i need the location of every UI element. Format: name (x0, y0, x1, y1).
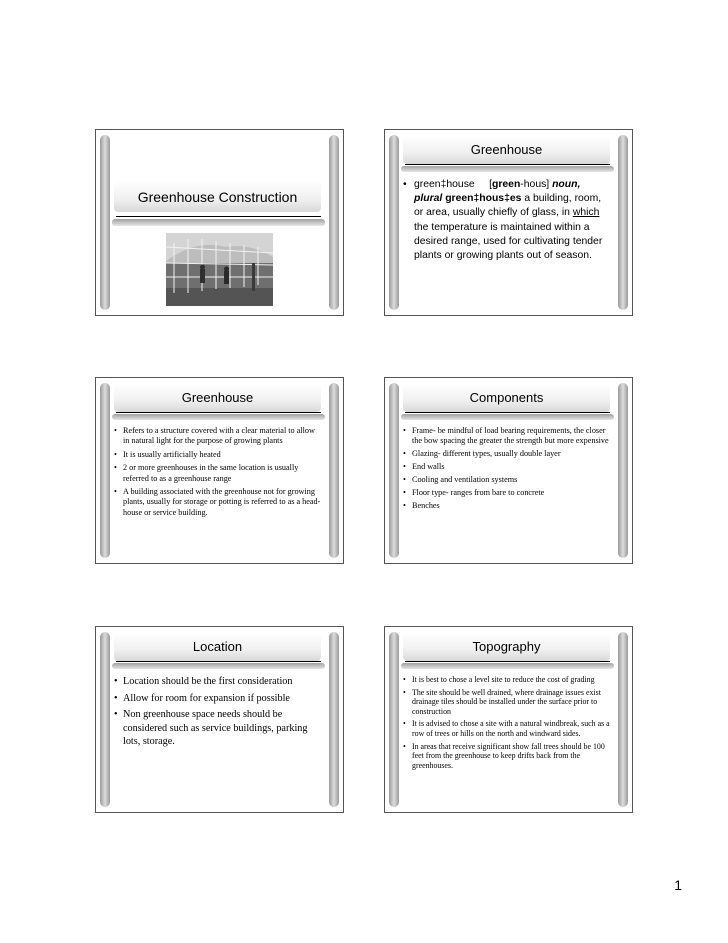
right-decor-bar (329, 632, 339, 807)
slide-title: Greenhouse (403, 136, 610, 164)
definition-end: the temperature is maintained within a desired range, used for cultivating tender plants or growing plants out of season. (414, 221, 603, 262)
bullet-item: • It is advised to chose a site with a natural windbreak, such as a row of trees or hills on the north and windward sides. (403, 719, 610, 738)
bullet-list (114, 426, 321, 521)
title-underline (405, 412, 610, 413)
bullet-item: • Glazing- different types, usually double layer (403, 449, 610, 459)
title-shadow-bar (401, 166, 614, 172)
bullet-list (403, 426, 610, 514)
slide-greenhouse-construction (95, 129, 344, 316)
bullet-item: • Non greenhouse space needs should be considered such as service buildings, parking lots, storage. (114, 708, 321, 749)
which-link[interactable]: which (572, 207, 600, 219)
left-decor-bar (100, 135, 110, 310)
slide-title: Topography (403, 633, 610, 661)
bullet-item: • Refers to a structure covered with a clear material to allow in natural light for the purpose of growing plants (114, 426, 321, 447)
plural-form: green‡hous‡es (445, 193, 522, 205)
bullet-item: • Benches (403, 501, 610, 511)
slide-title: Greenhouse Construction (114, 180, 321, 212)
slide-title: Greenhouse (114, 384, 321, 412)
definition-text (403, 178, 610, 263)
plural-label: plural (414, 193, 443, 205)
bullet-item: • A building associated with the greenhouse not for growing plants, usually for storage or potting is referred to as a head-house or service building. (114, 487, 321, 518)
slide-title: Components (403, 384, 610, 412)
headword: green‡house (414, 179, 475, 190)
bullet-item: • It is best to chose a level site to reduce the cost of grading (403, 675, 610, 685)
title-shadow-bar (401, 414, 614, 420)
right-decor-bar (618, 135, 628, 310)
greenhouse-photo (166, 233, 273, 306)
title-shadow-bar (112, 219, 325, 226)
bullet-item: • The site should be well drained, where drainage issues exist drainage tiles should be installed under the surface prior to construction (403, 688, 610, 717)
slide-greenhouse-overview (95, 377, 344, 564)
slide-components (384, 377, 633, 564)
bullet-list (114, 675, 321, 752)
left-decor-bar (100, 632, 110, 807)
part-of-speech: noun, (552, 179, 581, 190)
slide-title: Location (114, 633, 321, 661)
page-number: 1 (674, 877, 682, 893)
title-shadow-bar (112, 663, 325, 669)
left-decor-bar (389, 383, 399, 558)
left-decor-bar (389, 632, 399, 807)
title-shadow-bar (401, 663, 614, 669)
slide-topography (384, 626, 633, 813)
right-decor-bar (329, 383, 339, 558)
pronunciation-open: [ (489, 179, 492, 190)
right-decor-bar (618, 632, 628, 807)
slide-location (95, 626, 344, 813)
bullet-list (403, 675, 610, 773)
title-shadow-bar (112, 414, 325, 420)
title-underline (405, 661, 610, 662)
title-underline (405, 164, 610, 165)
slide-greenhouse-definition (384, 129, 633, 316)
bullet-item: • Cooling and ventilation systems (403, 475, 610, 485)
title-underline (116, 412, 321, 413)
bullet-item: • Floor type- ranges from bare to concrete (403, 488, 610, 498)
bullet-item: • In areas that receive significant show fall trees should be 100 feet from the greenhouse to keep drifts back from the greenhouses. (403, 742, 610, 771)
pronunciation-stress: green (492, 179, 521, 190)
right-decor-bar (618, 383, 628, 558)
bullet-item: • Frame- be mindful of load bearing requirements, the closer the bow spacing the greater the strength but more expensive (403, 426, 610, 446)
left-decor-bar (100, 383, 110, 558)
bullet-item: • It is usually artificially heated (114, 450, 321, 460)
right-decor-bar (329, 135, 339, 310)
bullet-item: • 2 or more greenhouses in the same location is usually referred to as a greenhouse range (114, 463, 321, 484)
left-decor-bar (389, 135, 399, 310)
bullet-item: • Allow for room for expansion if possible (114, 692, 321, 706)
title-underline (116, 661, 321, 662)
bullet-item: • Location should be the first consideration (114, 675, 321, 689)
bullet-item: • End walls (403, 462, 610, 472)
pronunciation-rest: -hous] (520, 179, 550, 190)
title-underline (116, 216, 321, 217)
definition-start: a building, room, or area, usually chiefly of glass, in (414, 193, 602, 219)
